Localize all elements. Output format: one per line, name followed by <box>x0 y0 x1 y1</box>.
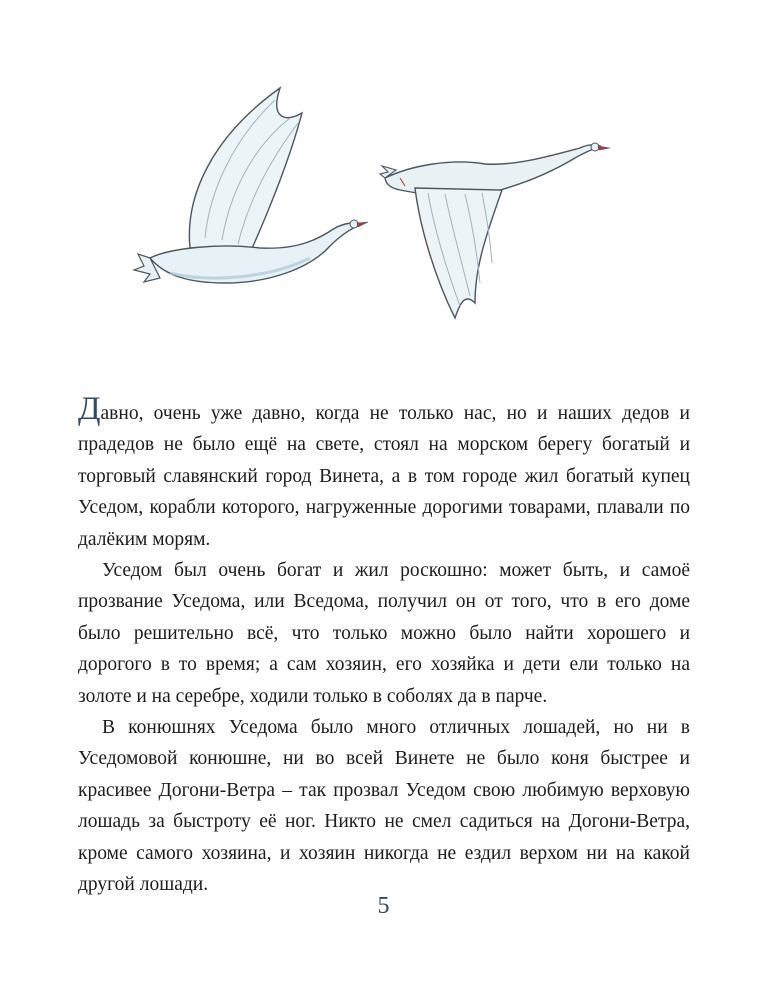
flying-swans-illustration <box>130 78 630 338</box>
story-text <box>78 391 690 901</box>
paragraph-1-text: авно, очень уже давно, когда не только нас, но и наших дедов и прадедов не было ещё на свете, стоял на морском берегу богатый и торговый славянский город Винета, а в том городе жил богатый купец Уседом, корабли которого, нагруженные дорогими товарами, плавали по далёким морям. <box>78 403 690 550</box>
right-swan-drawing <box>380 143 610 318</box>
page-number: 5 <box>377 893 390 919</box>
paragraph-3: В конюшнях Уседома было много отличных лошадей, но ни в Уседомовой конюшне, ни во всей Винете не было коня быстрее и красивее Догони-Ветра – так прозвал Уседом свою любимую верховую лошадь за быстроту её ног. Никто не смел садиться на Догони-Ветра, кроме самого хозяина, и хозяин никогда не ездил верхом ни на какой другой лошади. <box>78 717 690 896</box>
paragraph-2: Уседом был очень богат и жил роскошно: может быть, и самоё прозвание Уседома, или Вседома, получил он от того, что в его доме было решительно всё, что только можно было найти хорошего и дорогого в то время; а сам хозяин, его хозяйка и дети ели только на золоте и на серебре, ходили только в соболях да в парче. <box>78 560 690 707</box>
left-swan-drawing <box>134 88 368 283</box>
drop-cap-letter: Д <box>78 391 101 427</box>
paragraph-1 <box>78 391 690 555</box>
